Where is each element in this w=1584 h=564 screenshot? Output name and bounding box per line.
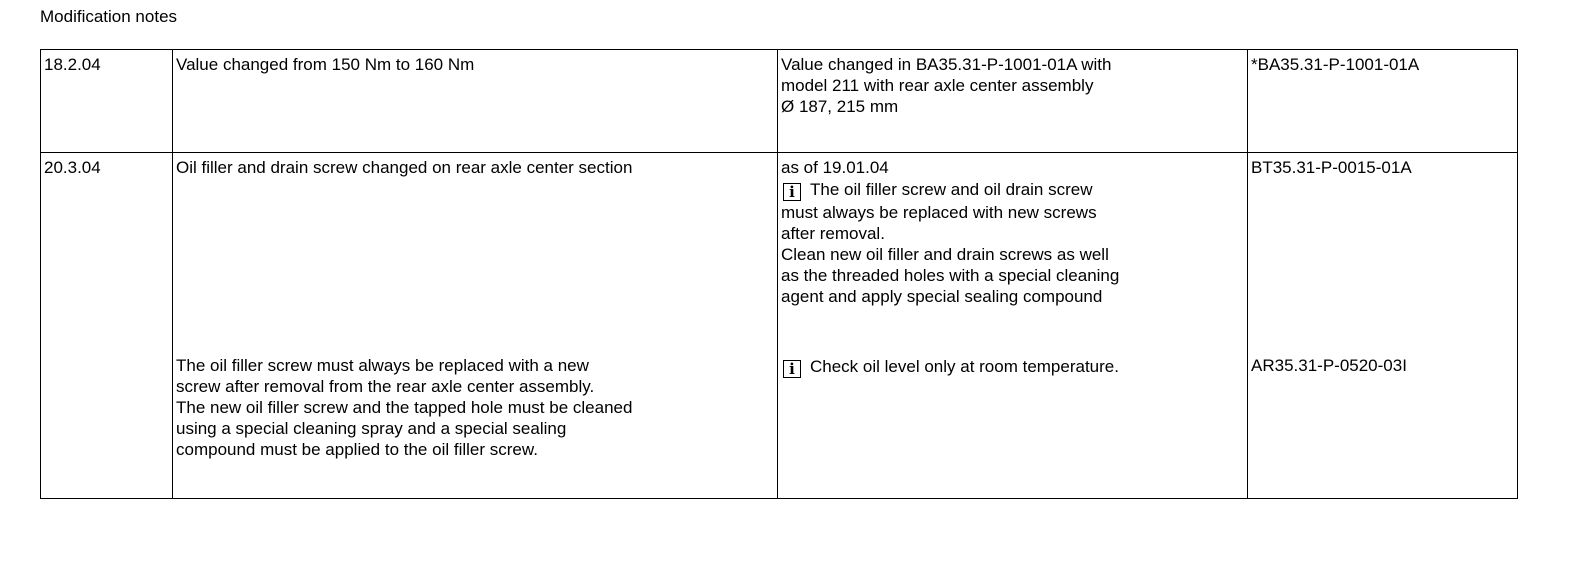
detail-line: model 211 with rear axle center assembly bbox=[781, 76, 1094, 95]
date-cell bbox=[41, 353, 173, 499]
page-title: Modification notes bbox=[40, 7, 178, 26]
detail-line: Value changed in BA35.31-P-1001-01A with bbox=[781, 55, 1112, 74]
description-line: The oil filler screw must always be replaced with a new bbox=[176, 356, 589, 375]
info-note-text: Check oil level only at room temperature. bbox=[810, 357, 1119, 376]
description-line: compound must be applied to the oil filler screw. bbox=[176, 440, 538, 459]
modification-notes-table bbox=[40, 49, 1518, 499]
table-row bbox=[41, 353, 1518, 499]
reference-text: AR35.31-P-0520-03I bbox=[1251, 356, 1407, 375]
info-note-text: must always be replaced with new screws bbox=[781, 203, 1097, 222]
description-line: using a special cleaning spray and a special sealing bbox=[176, 419, 567, 438]
description-cell bbox=[173, 50, 778, 153]
description-text: Oil filler and drain screw changed on rear axle center section bbox=[176, 158, 633, 177]
description-line: screw after removal from the rear axle center assembly. bbox=[176, 377, 595, 396]
description-text: Value changed from 150 Nm to 160 Nm bbox=[176, 55, 475, 74]
detail-line: Ø 187, 215 mm bbox=[781, 97, 899, 116]
reference-text: BT35.31-P-0015-01A bbox=[1251, 158, 1412, 177]
table-row bbox=[41, 50, 1518, 153]
info-icon: i bbox=[783, 360, 801, 378]
detail-cell bbox=[778, 353, 1248, 499]
detail-cell bbox=[778, 153, 1248, 354]
info-icon: i bbox=[783, 183, 801, 201]
detail-heading: as of 19.01.04 bbox=[781, 158, 889, 177]
reference-cell bbox=[1248, 50, 1518, 153]
detail-cell bbox=[778, 50, 1248, 153]
description-cell bbox=[173, 153, 778, 354]
date-text: 20.3.04 bbox=[44, 158, 101, 177]
info-note bbox=[781, 356, 1244, 378]
description-line: The new oil filler screw and the tapped hole must be cleaned bbox=[176, 398, 633, 417]
reference-cell bbox=[1248, 153, 1518, 354]
detail-line: agent and apply special sealing compound bbox=[781, 287, 1103, 306]
reference-cell bbox=[1248, 353, 1518, 499]
detail-line: Clean new oil filler and drain screws as well bbox=[781, 245, 1109, 264]
date-cell bbox=[41, 50, 173, 153]
info-note-text: after removal. bbox=[781, 224, 885, 243]
description-cell bbox=[173, 353, 778, 499]
table-row bbox=[41, 153, 1518, 354]
info-note-text: The oil filler screw and oil drain screw bbox=[810, 180, 1093, 199]
reference-text: *BA35.31-P-1001-01A bbox=[1251, 55, 1420, 74]
detail-line: as the threaded holes with a special cleaning bbox=[781, 266, 1120, 285]
date-text: 18.2.04 bbox=[44, 55, 101, 74]
date-cell bbox=[41, 153, 173, 354]
info-note bbox=[781, 179, 1244, 201]
